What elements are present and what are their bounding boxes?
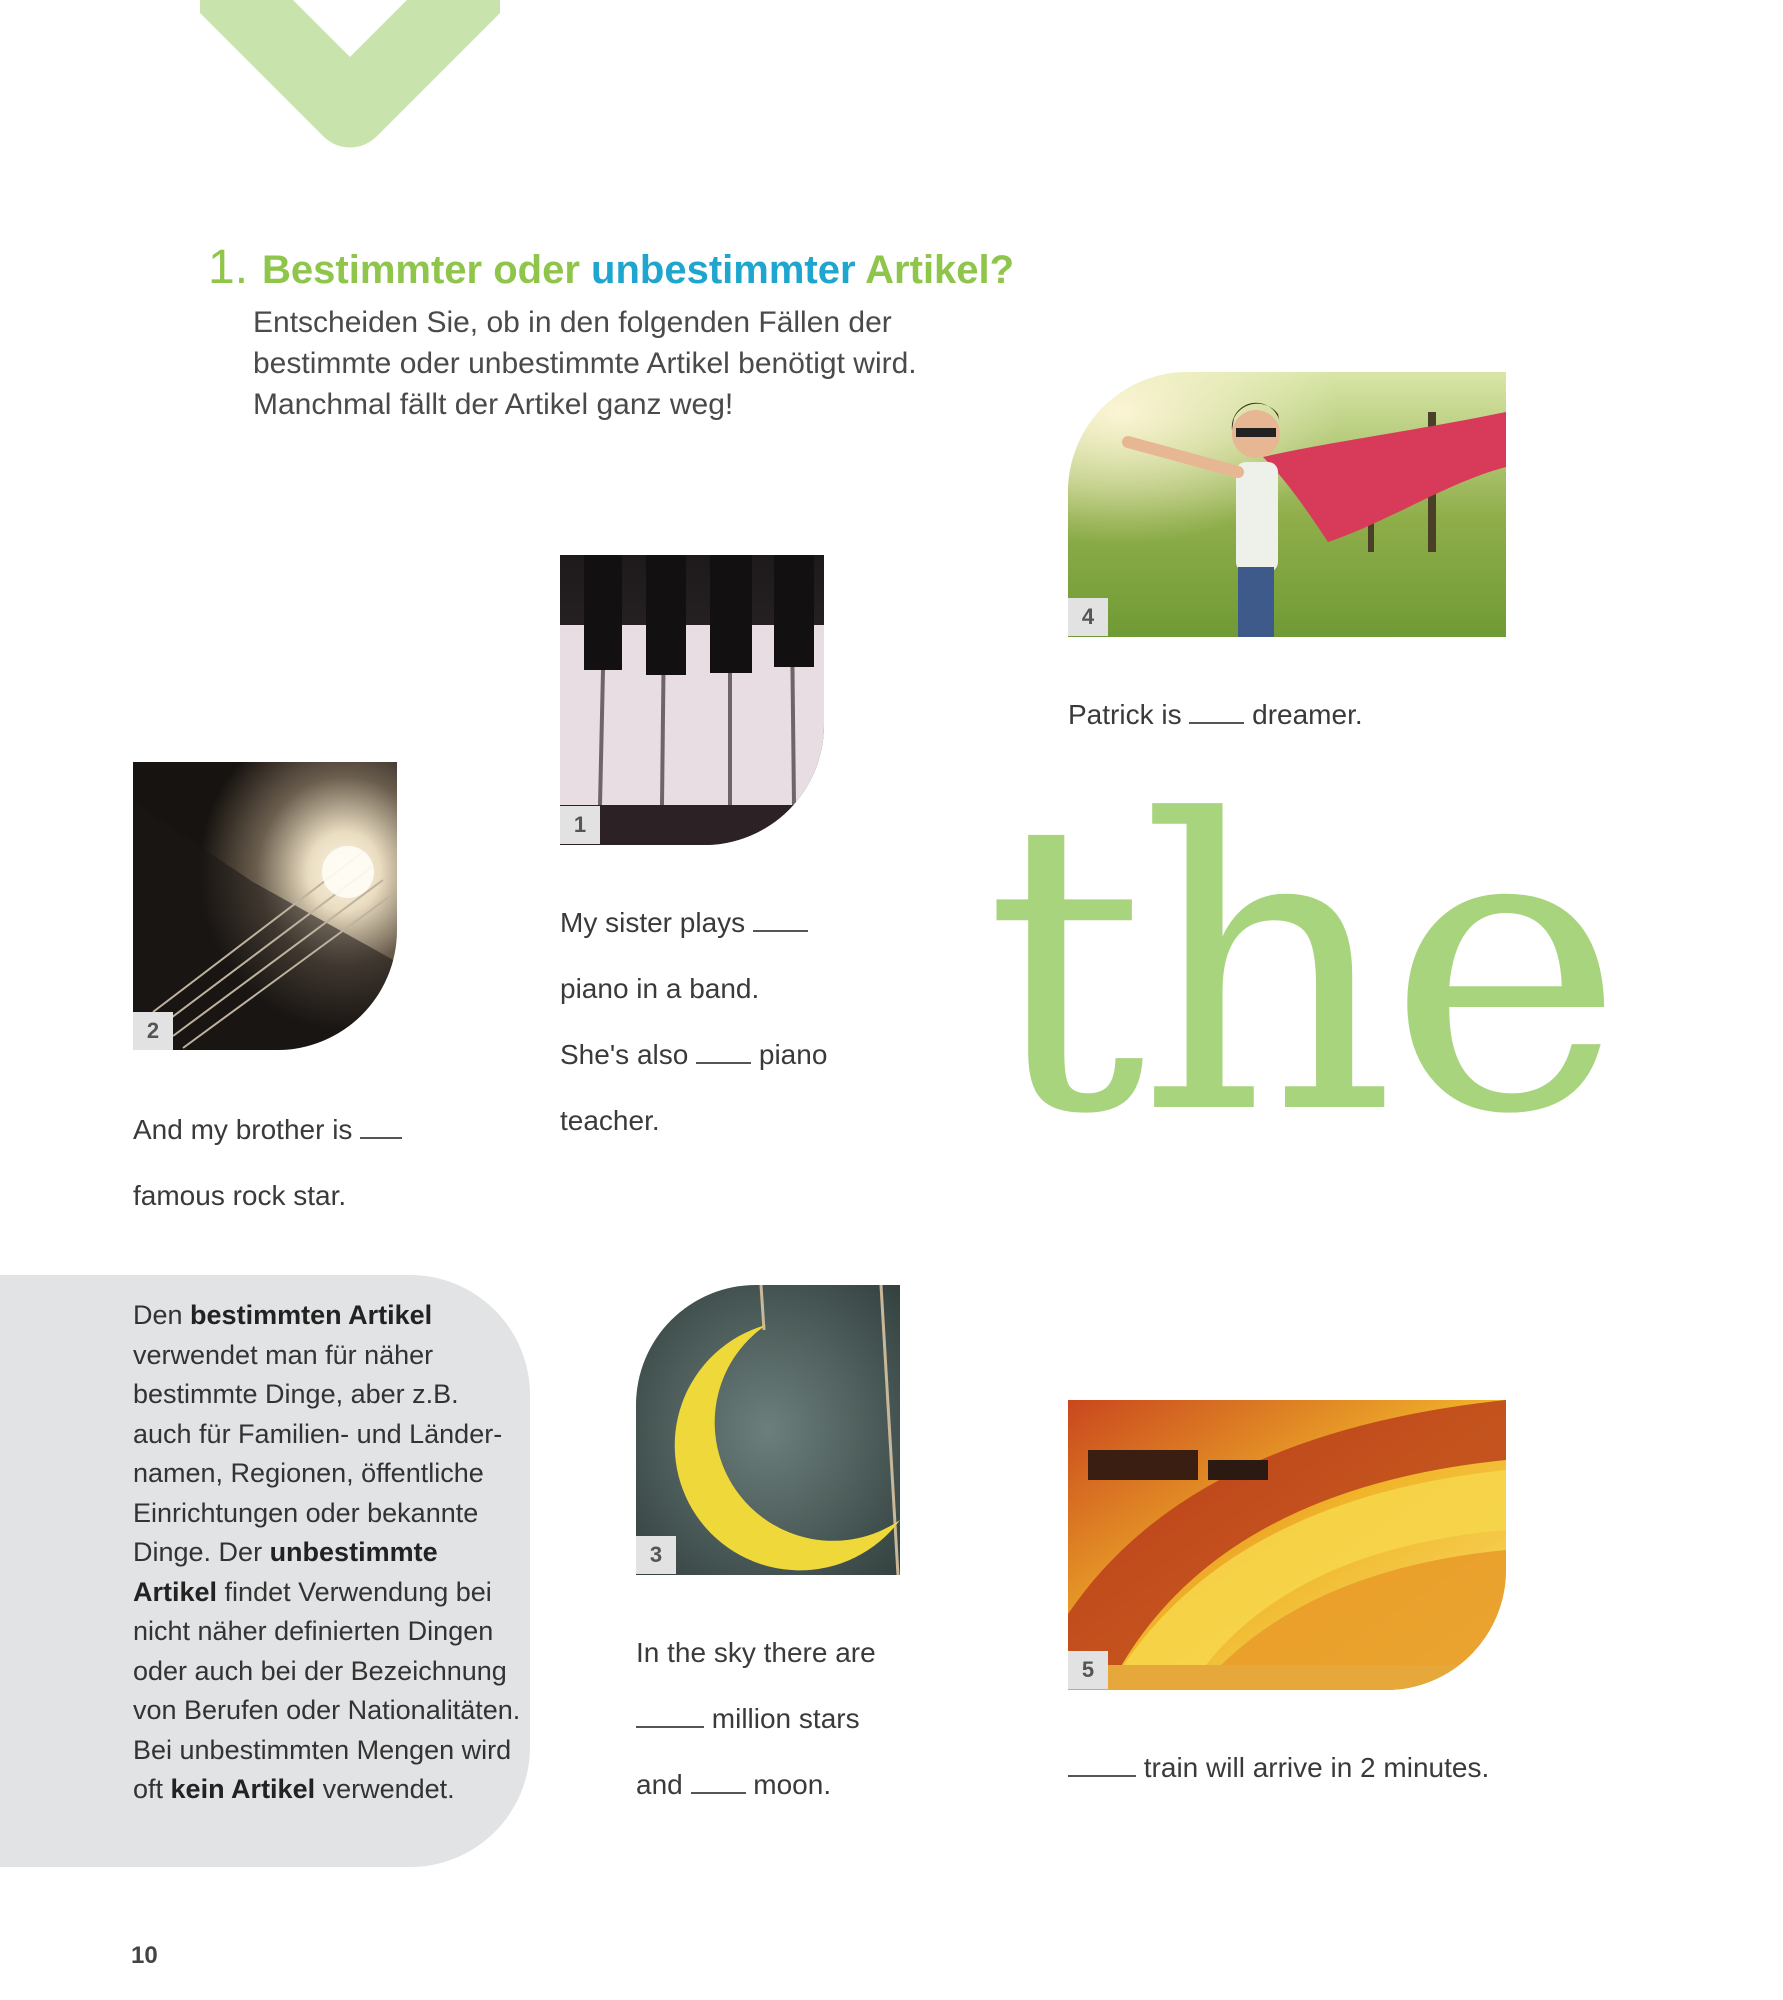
image-number-badge: 5	[1068, 1651, 1108, 1689]
page-number: 10	[131, 1942, 158, 1969]
image-number-badge: 2	[133, 1012, 173, 1050]
heading-part-3: Artikel?	[865, 248, 1015, 292]
answer-blank[interactable]	[696, 1042, 751, 1064]
sentence-text: piano	[758, 1039, 828, 1070]
sentence-text: piano in a band.	[560, 973, 760, 1004]
exercise-sentence-5	[1068, 1735, 1489, 1801]
sentence-text: moon.	[753, 1769, 832, 1800]
image-number-badge: 4	[1068, 598, 1108, 636]
info-text: findet Verwendung bei nicht näher definierten Dingen oder auch bei der Bezeichnung von Berufen oder Nationalitäten. Bei unbestimmten Mengen wird oft	[133, 1576, 521, 1804]
info-text: verwendet.	[315, 1774, 455, 1804]
answer-blank[interactable]	[1189, 702, 1244, 724]
sentence-text: She's also	[560, 1039, 689, 1070]
exercise-number: 1.	[208, 241, 249, 294]
answer-blank[interactable]	[360, 1117, 402, 1139]
answer-blank[interactable]	[636, 1706, 704, 1728]
image-number-badge: 3	[636, 1536, 676, 1574]
sentence-text: In the sky there are	[636, 1637, 876, 1668]
instruction-line: Manchmal fällt der Artikel ganz weg!	[253, 388, 734, 421]
info-bold-term: bestimmten Artikel	[190, 1300, 433, 1330]
exercise-instructions	[253, 302, 1013, 425]
info-bold-term: kein Artikel	[170, 1774, 316, 1804]
paper-moon-image	[636, 1285, 900, 1575]
sentence-text: dreamer.	[1252, 699, 1363, 730]
heading-part-2: unbestimmter	[591, 248, 856, 292]
exercise-sentence-2	[133, 1097, 402, 1229]
piano-keys-image	[560, 555, 824, 845]
sentence-text: Patrick is	[1068, 699, 1182, 730]
exercise-sentence-3	[636, 1620, 876, 1818]
guitar-image	[133, 762, 397, 1050]
answer-blank[interactable]	[691, 1772, 746, 1794]
sentence-text: and	[636, 1769, 683, 1800]
grammar-info-text	[133, 1296, 523, 1810]
answer-blank[interactable]	[1068, 1755, 1136, 1777]
decorative-the-word: the	[985, 737, 1617, 1202]
image-number-badge: 1	[560, 806, 600, 844]
sentence-text: train will arrive in 2 minutes.	[1143, 1752, 1490, 1783]
info-text: Den	[133, 1300, 191, 1330]
check-chevron-icon	[200, 0, 500, 170]
answer-blank[interactable]	[753, 910, 808, 932]
superhero-boy-image	[1068, 372, 1506, 637]
info-bold-term: unbestimmte Artikel	[133, 1537, 438, 1607]
sentence-text: teacher.	[560, 1105, 660, 1136]
sentence-text: And my brother is	[133, 1114, 353, 1145]
subway-station-image	[1068, 1400, 1506, 1690]
exercise-sentence-1	[560, 890, 827, 1154]
heading-part-1: Bestimmter oder	[262, 248, 580, 292]
exercise-heading	[208, 240, 1014, 295]
instruction-line: Entscheiden Sie, ob in den folgenden Fällen der	[253, 306, 892, 339]
info-text: verwendet man für näher bestimmte Dinge, aber z.B. auch für Familien- und Ländernamen, Regionen, öffentliche Einrichtungen oder bekannte Dinge. Der	[133, 1339, 503, 1567]
sentence-text: My sister plays	[560, 907, 746, 938]
instruction-line: bestimmte oder unbestimmte Artikel benötigt wird.	[253, 347, 917, 380]
sentence-text: famous rock star.	[133, 1180, 347, 1211]
sentence-text: million stars	[711, 1703, 860, 1734]
